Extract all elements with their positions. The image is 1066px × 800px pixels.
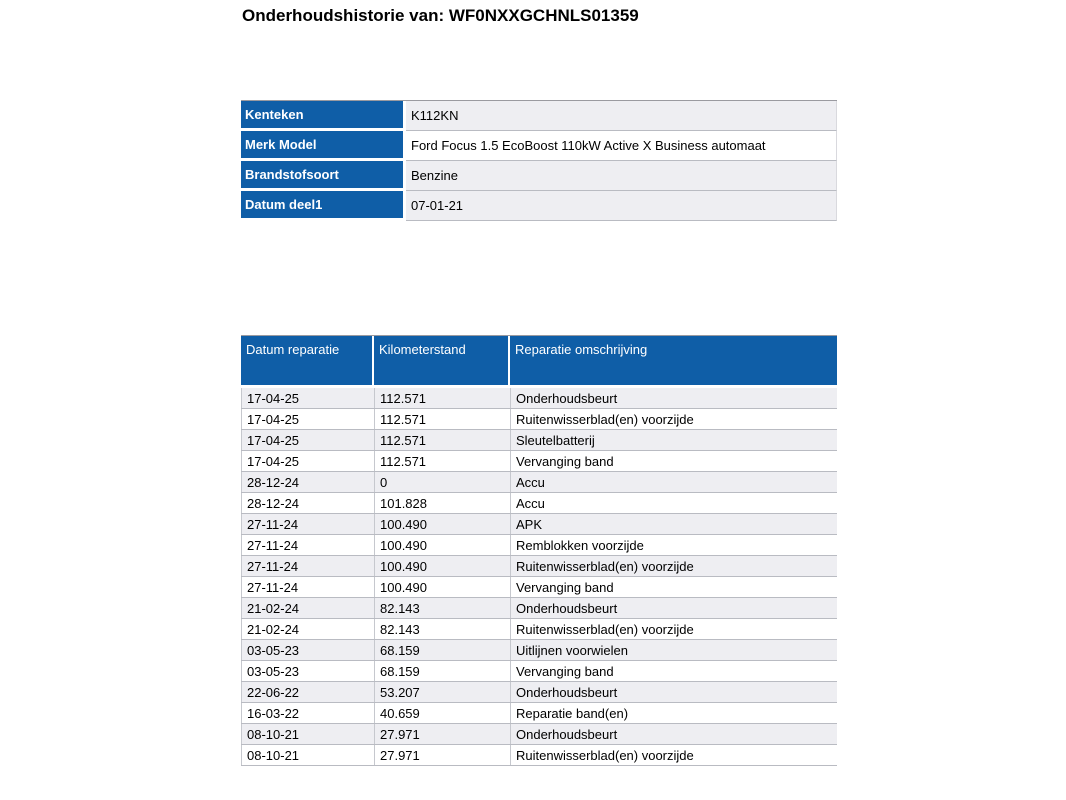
maintenance-row [241, 703, 837, 724]
cell-kilometerstand: 53.207 [374, 682, 510, 702]
cell-kilometerstand: 40.659 [374, 703, 510, 723]
cell-reparatie-omschrijving: Onderhoudsbeurt [510, 388, 837, 408]
maintenance-row [241, 556, 837, 577]
cell-datum-reparatie: 08-10-21 [241, 724, 374, 744]
vehicle-info-row [241, 131, 837, 161]
cell-reparatie-omschrijving: Accu [510, 493, 837, 513]
cell-reparatie-omschrijving: Ruitenwisserblad(en) voorzijde [510, 619, 837, 639]
cell-kilometerstand: 100.490 [374, 514, 510, 534]
table-body [241, 388, 837, 766]
maintenance-row [241, 493, 837, 514]
cell-reparatie-omschrijving: Sleutelbatterij [510, 430, 837, 450]
vehicle-info-value: K112KN [406, 101, 837, 131]
vehicle-info-table [241, 100, 837, 221]
maintenance-row [241, 535, 837, 556]
cell-datum-reparatie: 17-04-25 [241, 451, 374, 471]
cell-datum-reparatie: 17-04-25 [241, 388, 374, 408]
cell-kilometerstand: 0 [374, 472, 510, 492]
vehicle-info-value: Ford Focus 1.5 EcoBoost 110kW Active X Business automaat [406, 131, 837, 161]
cell-datum-reparatie: 08-10-21 [241, 745, 374, 765]
cell-datum-reparatie: 28-12-24 [241, 493, 374, 513]
cell-datum-reparatie: 27-11-24 [241, 514, 374, 534]
cell-kilometerstand: 101.828 [374, 493, 510, 513]
table-header-cell: Datum reparatie [241, 336, 374, 385]
vehicle-info-row [241, 191, 837, 221]
vehicle-info-value: Benzine [406, 161, 837, 191]
cell-datum-reparatie: 17-04-25 [241, 430, 374, 450]
cell-reparatie-omschrijving: Onderhoudsbeurt [510, 724, 837, 744]
page-title: Onderhoudshistorie van: WF0NXXGCHNLS01359 [242, 6, 639, 25]
maintenance-row [241, 661, 837, 682]
maintenance-row [241, 514, 837, 535]
cell-kilometerstand: 112.571 [374, 451, 510, 471]
maintenance-row [241, 724, 837, 745]
cell-datum-reparatie: 03-05-23 [241, 640, 374, 660]
maintenance-row [241, 472, 837, 493]
cell-datum-reparatie: 21-02-24 [241, 619, 374, 639]
table-header-cell: Kilometerstand [374, 336, 510, 385]
maintenance-row [241, 598, 837, 619]
cell-kilometerstand: 82.143 [374, 598, 510, 618]
maintenance-row [241, 682, 837, 703]
maintenance-row [241, 430, 837, 451]
cell-kilometerstand: 112.571 [374, 388, 510, 408]
cell-kilometerstand: 112.571 [374, 409, 510, 429]
cell-kilometerstand: 27.971 [374, 745, 510, 765]
table-header-cell: Reparatie omschrijving [515, 342, 648, 357]
maintenance-row [241, 409, 837, 430]
cell-reparatie-omschrijving: Vervanging band [510, 577, 837, 597]
cell-reparatie-omschrijving: Uitlijnen voorwielen [510, 640, 837, 660]
cell-datum-reparatie: 16-03-22 [241, 703, 374, 723]
cell-reparatie-omschrijving: APK [510, 514, 837, 534]
cell-kilometerstand: 100.490 [374, 577, 510, 597]
cell-datum-reparatie: 17-04-25 [241, 409, 374, 429]
cell-reparatie-omschrijving: Ruitenwisserblad(en) voorzijde [510, 556, 837, 576]
cell-datum-reparatie: 27-11-24 [241, 535, 374, 555]
cell-datum-reparatie: 27-11-24 [241, 556, 374, 576]
cell-datum-reparatie: 27-11-24 [241, 577, 374, 597]
cell-reparatie-omschrijving: Onderhoudsbeurt [510, 682, 837, 702]
vehicle-info-row [241, 101, 837, 131]
maintenance-row [241, 451, 837, 472]
maintenance-row [241, 745, 837, 766]
cell-kilometerstand: 27.971 [374, 724, 510, 744]
vehicle-info-label: Datum deel1 [241, 191, 403, 221]
cell-reparatie-omschrijving: Vervanging band [510, 451, 837, 471]
cell-kilometerstand: 100.490 [374, 535, 510, 555]
cell-kilometerstand: 82.143 [374, 619, 510, 639]
cell-reparatie-omschrijving: Ruitenwisserblad(en) voorzijde [510, 409, 837, 429]
cell-datum-reparatie: 21-02-24 [241, 598, 374, 618]
table-header-row [241, 335, 837, 388]
cell-datum-reparatie: 03-05-23 [241, 661, 374, 681]
vehicle-info-label: Merk Model [241, 131, 403, 161]
maintenance-row [241, 388, 837, 409]
cell-reparatie-omschrijving: Vervanging band [510, 661, 837, 681]
maintenance-row [241, 619, 837, 640]
cell-kilometerstand: 100.490 [374, 556, 510, 576]
maintenance-row [241, 577, 837, 598]
cell-reparatie-omschrijving: Remblokken voorzijde [510, 535, 837, 555]
cell-reparatie-omschrijving: Accu [510, 472, 837, 492]
cell-datum-reparatie: 28-12-24 [241, 472, 374, 492]
maintenance-row [241, 640, 837, 661]
cell-kilometerstand: 68.159 [374, 661, 510, 681]
cell-kilometerstand: 112.571 [374, 430, 510, 450]
vehicle-info-row [241, 161, 837, 191]
cell-reparatie-omschrijving: Reparatie band(en) [510, 703, 837, 723]
cell-reparatie-omschrijving: Ruitenwisserblad(en) voorzijde [510, 745, 837, 765]
cell-datum-reparatie: 22-06-22 [241, 682, 374, 702]
cell-kilometerstand: 68.159 [374, 640, 510, 660]
vehicle-info-value: 07-01-21 [406, 191, 837, 221]
maintenance-history-table [241, 335, 837, 766]
vehicle-info-label: Kenteken [241, 101, 403, 131]
vehicle-info-label: Brandstofsoort [241, 161, 403, 191]
cell-reparatie-omschrijving: Onderhoudsbeurt [510, 598, 837, 618]
